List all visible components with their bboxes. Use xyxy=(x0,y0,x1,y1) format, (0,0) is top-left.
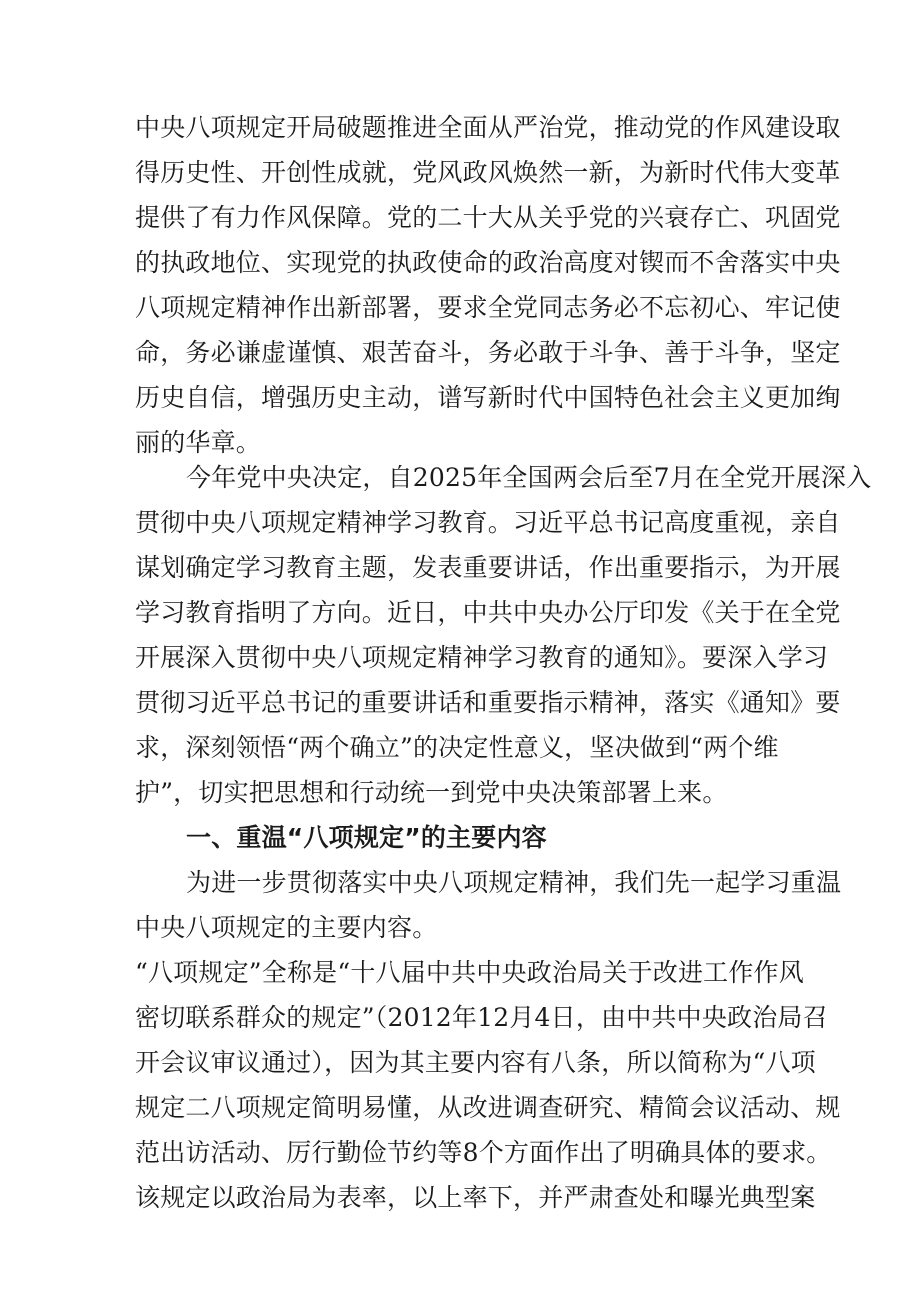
section-heading: 一、重温“八项规定”的主要内容 xyxy=(186,823,547,852)
paragraph-4-line-1: “八项规定”全称是“十八届中共中央政治局关于改进工作作风 xyxy=(135,958,804,987)
paragraph-2-line-4: 学习教育指明了方向。近日，中共中央办公厅印发《关于在全党 xyxy=(135,598,841,627)
paragraph-2-line-7: 求，深刻领悟“两个确立”的决定性意义，坚决做到“两个维 xyxy=(135,733,779,762)
paragraph-4-line-4: 规定二八项规定简明易懂，从改进调查研究、精简会议活动、规 xyxy=(135,1093,841,1122)
paragraph-1-line-5: 八项规定精神作出新部署，要求全党同志务必不忘初心、牢记使 xyxy=(135,293,841,322)
paragraph-1-line-4: 的执政地位、实现党的执政使命的政治高度对锲而不舍落实中央 xyxy=(135,248,841,277)
paragraph-1-line-2: 得历史性、开创性成就，党风政风焕然一新，为新时代伟大变革 xyxy=(135,158,841,187)
paragraph-1-line-1: 中央八项规定开局破题推进全面从严治党，推动党的作风建设取 xyxy=(135,113,841,142)
paragraph-4-line-6: 该规定以政治局为表率，以上率下，并严肃查处和曝光典型案 xyxy=(135,1183,816,1212)
paragraph-1-line-7: 历史自信，增强历史主动，谱写新时代中国特色社会主义更加绚 xyxy=(135,383,841,412)
paragraph-4-line-2: 密切联系群众的规定”（2012年12月4日，由中共中央政治局召 xyxy=(135,1003,828,1032)
paragraph-2-line-2: 贯彻中央八项规定精神学习教育。习近平总书记高度重视，亲自 xyxy=(135,508,841,537)
paragraph-2-line-5: 开展深入贯彻中央八项规定精神学习教育的通知》。要深入学习 xyxy=(135,643,829,672)
paragraph-1-line-3: 提供了有力作风保障。党的二十大从关乎党的兴衰存亡、巩固党 xyxy=(135,203,841,232)
paragraph-3-line-1: 为进一步贯彻落实中央八项规定精神，我们先一起学习重温 xyxy=(186,868,842,897)
paragraph-3-line-2: 中央八项规定的主要内容。 xyxy=(135,913,438,942)
paragraph-2-line-1: 今年党中央决定，自2025年全国两会后至7月在全党开展深入 xyxy=(186,463,872,492)
paragraph-1-line-6: 命，务必谦虚谨慎、艰苦奋斗，务必敢于斗争、善于斗争，坚定 xyxy=(135,338,841,367)
paragraph-2-line-8: 护”，切实把思想和行动统一到党中央决策部署上来。 xyxy=(135,778,728,807)
paragraph-2-line-6: 贯彻习近平总书记的重要讲话和重要指示精神，落实《通知》要 xyxy=(135,688,841,717)
paragraph-4-line-3: 开会议审议通过），因为其主要内容有八条，所以简称为“八项 xyxy=(135,1048,816,1077)
paragraph-1-line-8: 丽的华章。 xyxy=(135,428,262,457)
paragraph-4-line-5: 范出访活动、厉行勤俭节约等8个方面作出了明确具体的要求。 xyxy=(135,1138,832,1167)
paragraph-2-line-3: 谋划确定学习教育主题，发表重要讲话，作出重要指示，为开展 xyxy=(135,553,841,582)
